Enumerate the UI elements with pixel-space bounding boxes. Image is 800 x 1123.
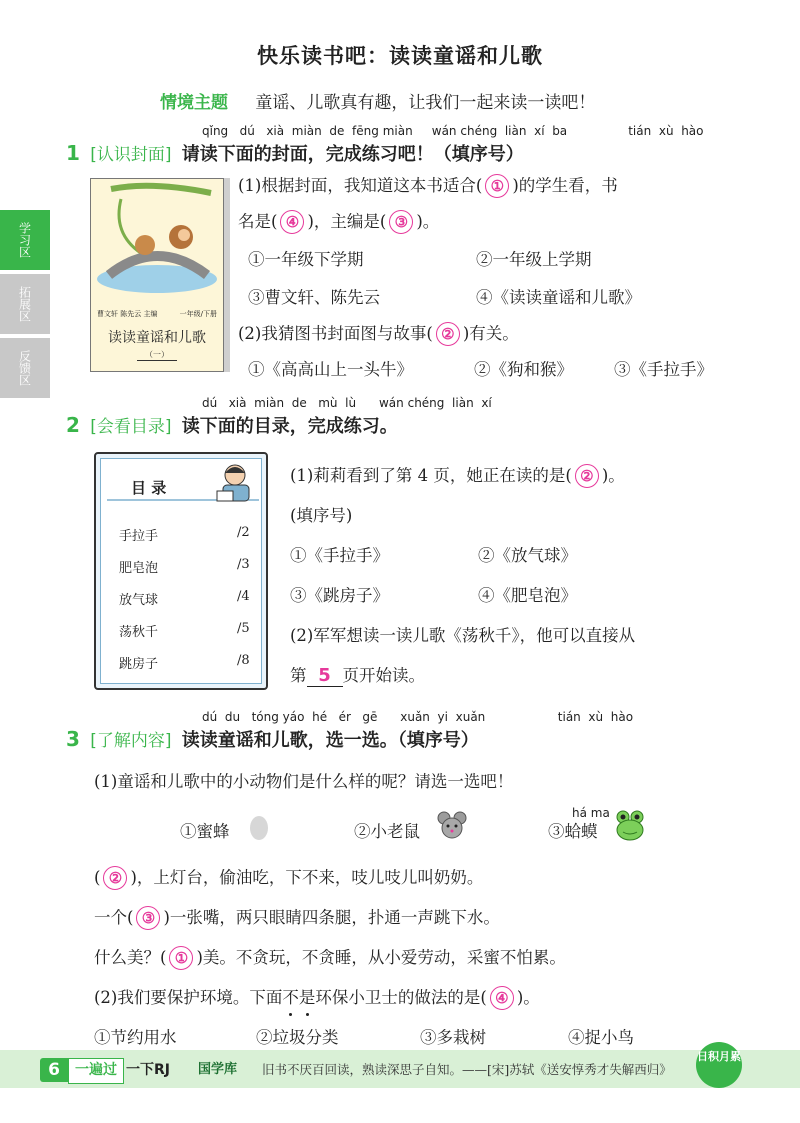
q3-riddle-1: ( ② )，上灯台，偷油吃，下不来，吱儿吱儿叫奶奶。 (94, 864, 483, 890)
q2-pinyin: dú xià miàn de mù lù wán chéng liàn xí (202, 396, 492, 410)
toc-page-2: /3 (237, 557, 250, 572)
q2-part2-line2: 第 5 页开始读。 (290, 665, 425, 686)
q1-story-option-1: ①《高高山上一头牛》 (248, 360, 413, 379)
q1-heading (66, 140, 524, 166)
q3-option-4: ④捉小鸟 (568, 1028, 634, 1047)
q1-tag: [认识封面] (90, 145, 172, 165)
page-title: 快乐读书吧：读读童谣和儿歌 (257, 44, 543, 68)
toc-page-5: /8 (237, 653, 250, 668)
q1-option-2: ②一年级上学期 (476, 250, 592, 269)
q2-option-1: ①《手拉手》 (290, 546, 389, 565)
q2-tag: [会看目录] (90, 417, 172, 437)
q2-number: 2 (66, 413, 80, 437)
toc-item-2: 肥皂泡 (119, 561, 159, 576)
q3-riddle-2: 一个( ③ )一张嘴，两只眼睛四条腿，扑通一声跳下水。 (94, 904, 500, 930)
q1-answer-1[interactable]: ① (485, 174, 509, 198)
q3-answer-1[interactable]: ② (103, 866, 127, 890)
q2-part1-line1: (1)莉莉看到了第 4 页，她正在读的是( ② )。 (290, 462, 625, 488)
brand-logo: 一遍过 (68, 1058, 124, 1084)
q1-answer-3[interactable]: ③ (389, 210, 413, 234)
q1-number: 1 (66, 141, 80, 165)
book-volume: （一） (137, 349, 177, 361)
q1-answer-4[interactable]: ② (436, 322, 460, 346)
q2-option-2: ②《放气球》 (478, 546, 577, 565)
page-number: 6 (40, 1058, 68, 1082)
toc-page-4: /5 (237, 621, 250, 636)
frog-icon (614, 808, 646, 842)
q3-answer-4[interactable]: ④ (490, 986, 514, 1010)
cover-illustration (91, 179, 223, 307)
q3-animal-2: ②小老鼠 (354, 822, 420, 841)
q2-heading (66, 412, 398, 438)
girl-reading-icon (213, 461, 259, 505)
q3-option-1: ①节约用水 (94, 1028, 177, 1047)
q3-animal-3: ③蛤蟆 (548, 822, 598, 841)
bee-icon (246, 812, 272, 842)
q1-instruction: 请读下面的封面，完成练习吧！（填序号） (181, 144, 524, 165)
q3-number: 3 (66, 727, 80, 751)
book-cover (90, 178, 224, 372)
q3-option-3: ③多栽树 (420, 1028, 486, 1047)
q1-option-1: ①一年级下学期 (248, 250, 364, 269)
q3-tag: [了解内容] (90, 731, 172, 751)
side-tab-study[interactable]: 学习区 (0, 210, 50, 270)
q2-part2-line1: (2)军军想读一读儿歌《荡秋千》，他可以直接从 (290, 626, 636, 645)
toc-title: 目 录 (131, 479, 167, 497)
q2-option-3: ③《跳房子》 (290, 586, 389, 605)
q3-answer-2[interactable]: ③ (136, 906, 160, 930)
q2-answer-1[interactable]: ② (575, 464, 599, 488)
toc-item-5: 跳房子 (119, 657, 159, 672)
q1-option-3: ③曹文轩、陈先云 (248, 288, 380, 307)
q3-part2-line: (2)我们要保护环境。下面不是环保小卫士的做法的是( ④ )。 (94, 984, 540, 1010)
q3-option-2: ②垃圾分类 (256, 1028, 339, 1047)
side-tab-feedback[interactable]: 反馈区 (0, 338, 50, 398)
footer-quote: 旧书不厌百回读，熟读深思子自知。——[宋]苏轼《送安惇秀才失解西归》 (262, 1062, 672, 1077)
q1-story-option-3: ③《手拉手》 (614, 360, 713, 379)
book-title: 读读童谣和儿歌 (108, 330, 206, 346)
side-tab-expand[interactable]: 拓展区 (0, 274, 50, 334)
q2-part1-line2: (填序号) (290, 506, 353, 525)
toc-item-1: 手拉手 (119, 529, 159, 544)
q1-option-4: ④《读读童谣和儿歌》 (476, 288, 641, 307)
q3-instruction: 读读童谣和儿歌，选一选。（填序号） (181, 730, 479, 751)
q3-heading (66, 726, 479, 752)
emphasis-dot-2: 是 (299, 984, 316, 1008)
q3-part1-line: (1)童谣和儿歌中的小动物们是什么样的呢？请选一选吧！ (94, 772, 514, 791)
q1-story-option-2: ②《狗和猴》 (474, 360, 573, 379)
book-editors: 曹文轩 陈先云 主编 (97, 310, 158, 318)
toc-item-4: 荡秋千 (119, 625, 159, 640)
grade-label: 一下RJ (126, 1062, 170, 1078)
q3-riddle-3: 什么美？( ① )美。不贪玩，不贪睡，从小爱劳动，采蜜不怕累。 (94, 944, 566, 970)
library-label: 国学库 (198, 1062, 238, 1077)
book-grade: 一年级/下册 (179, 310, 217, 318)
toc-item-3: 放气球 (119, 593, 159, 608)
q3-answer-3[interactable]: ① (169, 946, 193, 970)
q3-animal-1: ①蜜蜂 (180, 822, 230, 841)
theme-row (160, 88, 595, 113)
theme-tag: 情境主题 (160, 93, 228, 113)
q1-part1-line1: (1)根据封面，我知道这本书适合( ① )的学生看，书 (238, 172, 618, 198)
emphasis-dot-1: 不 (282, 984, 299, 1008)
daily-badge: 日积月累 (696, 1042, 742, 1088)
theme-text: 童谣、儿歌真有趣，让我们一起来读一读吧！ (255, 93, 596, 113)
footer-bar (0, 1050, 800, 1088)
q1-pinyin: qǐng dú xià miàn de fēng miàn wán chéng liàn xí ba tián xù hào (202, 124, 704, 138)
toc-page-1: /2 (237, 525, 250, 540)
q1-part2-line: (2)我猜图书封面图与故事( ② )有关。 (238, 320, 519, 346)
q2-answer-2[interactable]: 5 (307, 665, 343, 687)
toc-page-3: /4 (237, 589, 250, 604)
q2-option-4: ④《肥皂泡》 (478, 586, 577, 605)
q2-instruction: 读下面的目录，完成练习。 (181, 416, 398, 437)
hama-pinyin: há ma (572, 806, 610, 820)
q3-pinyin: dú du tóng yáo hé ér gē xuǎn yi xuǎn tián xù hào (202, 710, 634, 724)
toc-card (94, 452, 268, 690)
q1-part1-line2: 名是( ④ )，主编是( ③ )。 (238, 208, 439, 234)
mouse-icon (436, 810, 470, 842)
q1-answer-2[interactable]: ④ (280, 210, 304, 234)
